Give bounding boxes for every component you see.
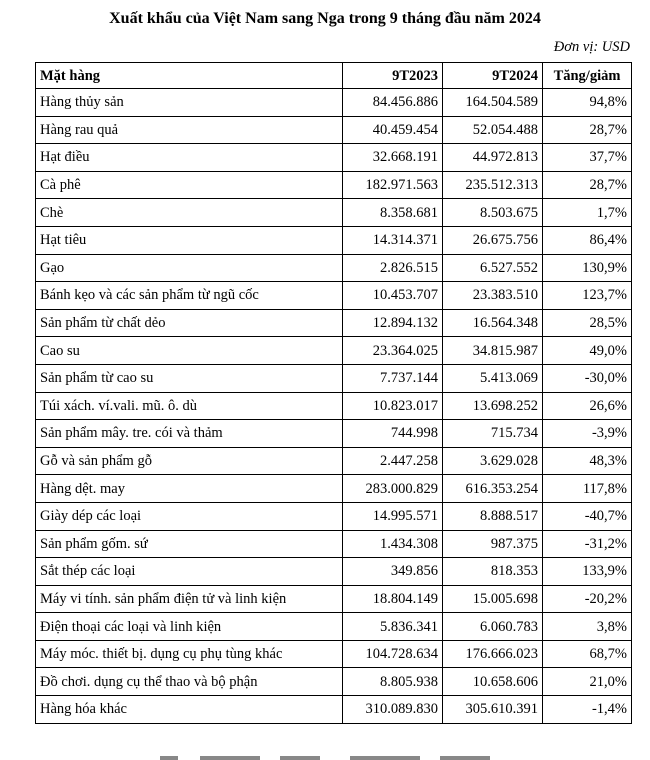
cell-change: 1,7% (543, 199, 632, 227)
cell-item: Sản phẩm từ chất dẻo (36, 309, 343, 337)
cell-9t2024: 616.353.254 (443, 475, 543, 503)
cell-9t2023: 1.434.308 (343, 530, 443, 558)
cell-9t2024: 235.512.313 (443, 171, 543, 199)
cell-item: Sản phẩm mây. tre. cói và thảm (36, 420, 343, 448)
cell-change: 123,7% (543, 282, 632, 310)
cell-9t2023: 8.805.938 (343, 668, 443, 696)
cell-9t2023: 7.737.144 (343, 364, 443, 392)
cell-change: 94,8% (543, 89, 632, 117)
table-row (36, 502, 632, 530)
cell-item: Hàng dệt. may (36, 475, 343, 503)
cell-change: 26,6% (543, 392, 632, 420)
cell-change: -3,9% (543, 420, 632, 448)
cell-item: Đồ chơi. dụng cụ thể thao và bộ phận (36, 668, 343, 696)
header-9t2024: 9T2024 (443, 63, 543, 89)
table-row (36, 226, 632, 254)
table-row (36, 392, 632, 420)
table-row (36, 364, 632, 392)
cell-item: Hàng thủy sản (36, 89, 343, 117)
cell-change: 28,7% (543, 116, 632, 144)
cell-9t2023: 18.804.149 (343, 585, 443, 613)
cell-9t2024: 176.666.023 (443, 640, 543, 668)
cell-item: Điện thoại các loại và linh kiện (36, 613, 343, 641)
cell-9t2024: 15.005.698 (443, 585, 543, 613)
header-item: Mặt hàng (36, 63, 343, 89)
cell-9t2023: 84.456.886 (343, 89, 443, 117)
cell-item: Máy vi tính. sản phẩm điện tử và linh kiện (36, 585, 343, 613)
cell-9t2023: 10.823.017 (343, 392, 443, 420)
cell-9t2024: 34.815.987 (443, 337, 543, 365)
cell-item: Sản phẩm từ cao su (36, 364, 343, 392)
table-row (36, 282, 632, 310)
table-row (36, 585, 632, 613)
cell-change: 68,7% (543, 640, 632, 668)
cell-item: Túi xách. ví.vali. mũ. ô. dù (36, 392, 343, 420)
cell-9t2023: 14.314.371 (343, 226, 443, 254)
table-body (36, 89, 632, 724)
cell-change: 37,7% (543, 144, 632, 172)
table-row (36, 668, 632, 696)
cell-item: Hạt điều (36, 144, 343, 172)
table-title: Xuất khẩu của Việt Nam sang Nga trong 9 tháng đầu năm 2024 (109, 10, 541, 27)
table-row (36, 309, 632, 337)
cell-change: -30,0% (543, 364, 632, 392)
table-row (36, 530, 632, 558)
cell-item: Cà phê (36, 171, 343, 199)
table-row (36, 447, 632, 475)
cell-9t2024: 305.610.391 (443, 696, 543, 724)
cell-change: -31,2% (543, 530, 632, 558)
cell-9t2024: 16.564.348 (443, 309, 543, 337)
cell-9t2024: 10.658.606 (443, 668, 543, 696)
cell-9t2024: 164.504.589 (443, 89, 543, 117)
cell-9t2023: 10.453.707 (343, 282, 443, 310)
cell-9t2024: 6.060.783 (443, 613, 543, 641)
table-row (36, 337, 632, 365)
cell-item: Sắt thép các loại (36, 558, 343, 586)
table-row (36, 640, 632, 668)
cell-item: Cao su (36, 337, 343, 365)
cell-change: 21,0% (543, 668, 632, 696)
cell-change: 130,9% (543, 254, 632, 282)
cell-item: Sản phẩm gốm. sứ (36, 530, 343, 558)
table-row (36, 171, 632, 199)
cell-9t2023: 40.459.454 (343, 116, 443, 144)
cell-9t2024: 44.972.813 (443, 144, 543, 172)
cell-9t2023: 23.364.025 (343, 337, 443, 365)
cell-9t2024: 818.353 (443, 558, 543, 586)
cell-9t2023: 2.447.258 (343, 447, 443, 475)
cell-9t2024: 23.383.510 (443, 282, 543, 310)
cell-9t2024: 3.629.028 (443, 447, 543, 475)
cell-change: -40,7% (543, 502, 632, 530)
table-header (36, 63, 632, 89)
cell-change: -20,2% (543, 585, 632, 613)
table-row (36, 199, 632, 227)
table-row (36, 558, 632, 586)
cell-9t2023: 12.894.132 (343, 309, 443, 337)
cell-9t2023: 182.971.563 (343, 171, 443, 199)
cell-change: 117,8% (543, 475, 632, 503)
table-row (36, 613, 632, 641)
cell-item: Gạo (36, 254, 343, 282)
table-row (36, 420, 632, 448)
cell-item: Hàng hóa khác (36, 696, 343, 724)
cell-9t2023: 14.995.571 (343, 502, 443, 530)
cell-9t2024: 987.375 (443, 530, 543, 558)
cell-9t2023: 310.089.830 (343, 696, 443, 724)
cell-change: 86,4% (543, 226, 632, 254)
cell-9t2024: 715.734 (443, 420, 543, 448)
cell-change: 3,8% (543, 613, 632, 641)
cell-change: 28,7% (543, 171, 632, 199)
cell-item: Giày dép các loại (36, 502, 343, 530)
export-table (35, 62, 632, 724)
cell-9t2024: 6.527.552 (443, 254, 543, 282)
cell-9t2023: 32.668.191 (343, 144, 443, 172)
table-row (36, 475, 632, 503)
cell-9t2023: 744.998 (343, 420, 443, 448)
table-row (36, 696, 632, 724)
cell-change: 133,9% (543, 558, 632, 586)
cell-9t2023: 104.728.634 (343, 640, 443, 668)
table-row (36, 89, 632, 117)
table-row (36, 254, 632, 282)
cell-9t2024: 8.503.675 (443, 199, 543, 227)
cell-item: Máy móc. thiết bị. dụng cụ phụ tùng khác (36, 640, 343, 668)
cell-9t2024: 8.888.517 (443, 502, 543, 530)
cell-change: -1,4% (543, 696, 632, 724)
cell-9t2024: 26.675.756 (443, 226, 543, 254)
cell-9t2023: 283.000.829 (343, 475, 443, 503)
cell-item: Hàng rau quả (36, 116, 343, 144)
cell-change: 28,5% (543, 309, 632, 337)
cropped-text-fragment (160, 754, 490, 760)
cell-item: Hạt tiêu (36, 226, 343, 254)
table-row (36, 116, 632, 144)
cell-change: 49,0% (543, 337, 632, 365)
cell-9t2024: 13.698.252 (443, 392, 543, 420)
cell-9t2024: 52.054.488 (443, 116, 543, 144)
header-row (36, 63, 632, 89)
table-row (36, 144, 632, 172)
cell-item: Gỗ và sản phẩm gỗ (36, 447, 343, 475)
cell-item: Bánh kẹo và các sản phẩm từ ngũ cốc (36, 282, 343, 310)
cell-9t2023: 2.826.515 (343, 254, 443, 282)
cell-item: Chè (36, 199, 343, 227)
cell-9t2023: 8.358.681 (343, 199, 443, 227)
unit-note: Đơn vị: USD (553, 39, 630, 55)
cell-9t2023: 349.856 (343, 558, 443, 586)
cell-9t2023: 5.836.341 (343, 613, 443, 641)
header-9t2023: 9T2023 (343, 63, 443, 89)
cell-change: 48,3% (543, 447, 632, 475)
header-change: Tăng/giảm (543, 63, 632, 89)
cell-9t2024: 5.413.069 (443, 364, 543, 392)
